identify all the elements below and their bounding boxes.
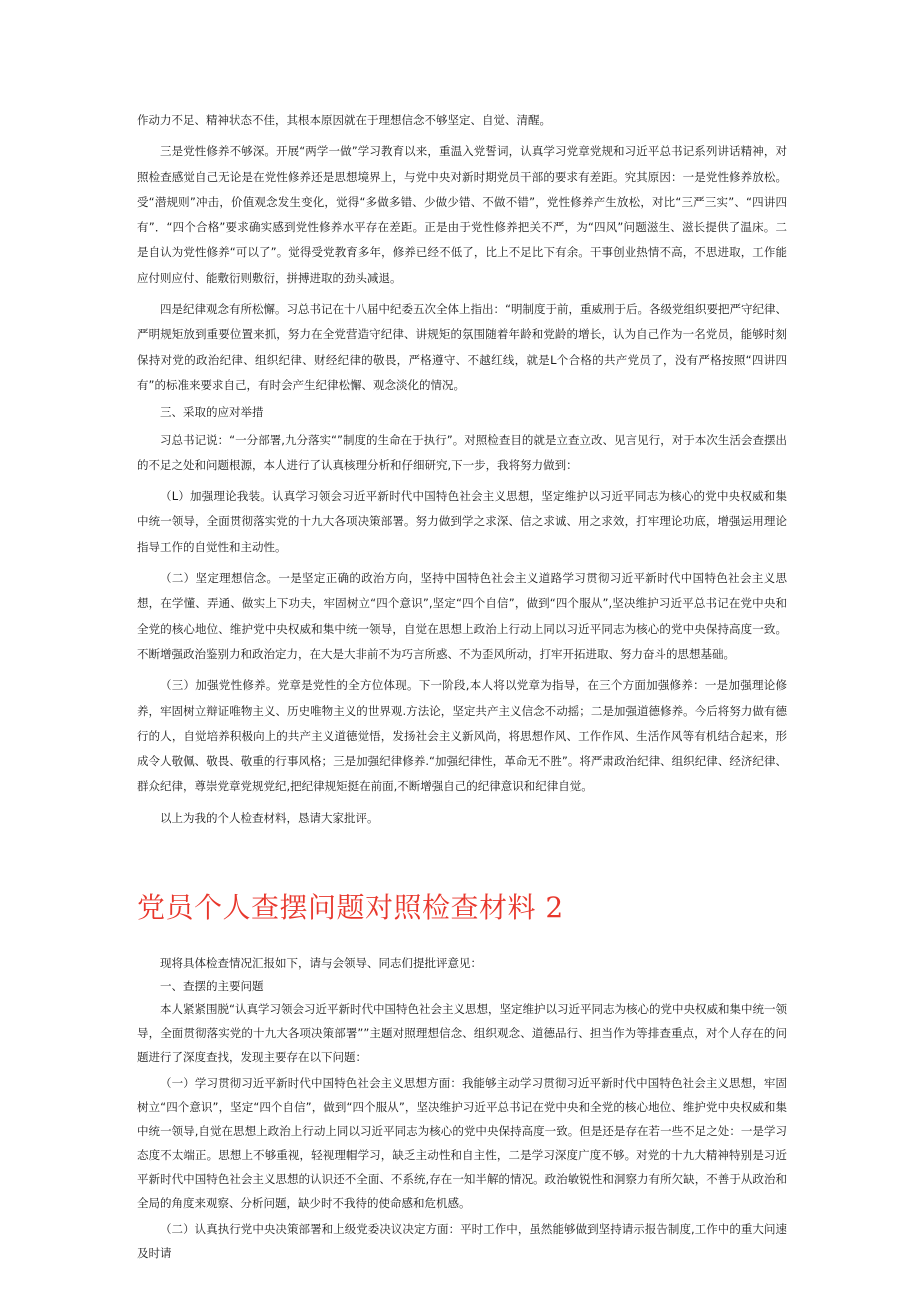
paragraph: （二）坚定理想信念。一是坚定正确的政治方向，坚持中国特色社会主义道路学习贯彻习近平新时代中国特色社会主义思想，在学懂、弄通、做实上下功夫，牢固树立“四个意识”,坚定“四个自信”，做到“四个服从”,坚决维护习近平总书记在党中央和全党的核心地位、维护党中央权威和集中统一领导，自觉在思想上政治上行动上同以习近平同志为核心的党中央保持高度一致。不断增强政治鉴别力和政治定力，在大是大非前不为巧言所惑、不为歪风所动，打牢开拓进取、努力奋斗的思想基础。 [137, 571, 787, 661]
paragraph: （三）加强党性修养。党章是党性的全方位体现。下一阶段,本人将以党章为指导，在三个方面加强修养：一是加强理论修养，牢固树立辩证唯物主义、历史唯物主义的世界观.方法论，坚定共产主义信念不动摇；二是加强道德修养。今后将努力做有德行的人，自觉培养积极向上的共产主义道德觉悟，发扬社会主义新风尚，将思想作风、工作作风、生活作风等有机结合起来，形成令人敬佩、敬畏、敬重的行事风格；三是加强纪律修养.“加强纪律性，革命无不胜”。将严肃政治纪律、组织纪律、经济纪律、群众纪律，尊崇党章党规党纪,把纪律规矩挺在前面,不断增强自己的纪律意识和纪律自觉。 [137, 678, 787, 794]
document-page [137, 108, 787, 1265]
paragraph: 四是纪律观念有所松懈。习总书记在十八届中纪委五次全体上指出：“明制度于前，重威刑于后。各级党组织要把严守纪律、严明规矩放到重要位置来抓，努力在全党营造守纪律、讲规矩的氛围随着年龄和党龄的增长，认为自己作为一名党员，能够时刻保持对党的政治纪律、组织纪律、财经纪律的敬畏，严格遵守、不越红线，就是L个合格的共产党员了，没有严格按照“四讲四有”的标准来要求自己，有时会产生纪律松懈、观念淡化的情况。 [137, 302, 787, 392]
paragraph: （一）学习贯彻习近平新时代中国特色社会主义思想方面：我能够主动学习贯彻习近平新时代中国特色社会主义思想，牢固树立“四个意识”，坚定“四个自信”，做到“四个服从”，坚决维护习近平总书记在党中央和全党的核心地位、维护党中央权威和集中统一领导,自觉在思想上政治上行动上同以习近平同志为核心的党中央保持高度一致。但是还是存在若一些不足之处：一是学习态度不太端正。思想上不够重视，轻视理帽学习，缺乏主动性和自主性，二是学习深度广度不够。对党的十九大精神特别是习近平新时代中国特色社会主义思想的认识还不全面、不系统,存在一知半解的情况。政治敏锐性和洞察力有所欠缺，不善于从政治和全局的角度来观察、分析问题，缺少时不我待的使命感和危机感。 [137, 1076, 787, 1211]
paragraph: （L）加强理论我装。认真学习领会习近平新时代中国特色社会主义思想，坚定维护以习近平同志为核心的党中央权威和集中统一领导，全面贯彻落实党的十九大各项决策部署。努力做到学之求深、信之求诚、用之求效，打牢理论功底，增强运用理论指导工作的自觉性和主动性。 [137, 489, 787, 554]
paragraph: 以上为我的个人检查材料，恳请大家批评。 [160, 810, 379, 825]
section-heading: 一、查摆的主要问题 [160, 978, 264, 993]
section-heading: 三、采取的应对举措 [160, 405, 264, 420]
paragraph: 三是党性修养不够深。开展“两学一做”学习教育以来，重温入党誓词，认真学习党章党规和习近平总书记系列讲话精神，对照检查感觉自己无论是在党性修养还是思想境界上，与党中央对新时期党员干部的要求有差距。究其原因：一是党性修养放松。受“潜规则”冲击，价值观念发生变化，觉得“多做多错、少做少错、不做不错”，党性修养产生放松，对比“三严三实”、“四讲四有”．“四个合格”要求确实感到党性修养水平存在差距。正是由于党性修养把关不严，为“四风”问题滋生、滋长提供了温床。二是自认为党性修养“可以了”。觉得受党教育多年，修养已经不低了，比上不足比下有余。干事创业热情不高，不思进取，工作能应付则应付、能敷衍则敷衍，拼搏进取的劲头减退。 [137, 144, 787, 285]
paragraph: 现将具体检查情况汇报如下，请与会领导、同志们提批评意见： [160, 956, 482, 971]
paragraph: 作动力不足、精神状态不佳，其根本原因就在于理想信念不够坚定、自觉、清醒。 [137, 113, 551, 127]
paragraph: 本人紧紧围脱“认真学习领会习近平新时代中国特色社会主义思想，坚定维护以习近平同志为核心的党中央权威和集中统一领导，全面贯彻落实党的十九大各项决策部署””主题对照理想信念、组织观念、道德品行、担当作为等排查重点，对个人存在的问题进行了深度查找，发现主要存在以下问题： [137, 1002, 787, 1065]
paragraph: 习总书记说：“一分部署,九分落实“”制度的生命在于执行”。对照检查目的就是立查立改、见言见行，对于本次生活会查摆出的不足之处和问题根源，本人进行了认真核理分析和仔细研究,下一步，我将努力做到： [137, 432, 787, 472]
section-1 [137, 108, 787, 831]
section-2 [137, 952, 787, 1265]
paragraph: （二）认真执行党中央决策部署和上级党委决议决定方面：平时工作中，虽然能够做到坚持请示报告制度,工作中的重大问速及时请 [137, 1222, 787, 1261]
document-title: 党员个人查摆问题对照检查材料 2 [137, 891, 564, 925]
